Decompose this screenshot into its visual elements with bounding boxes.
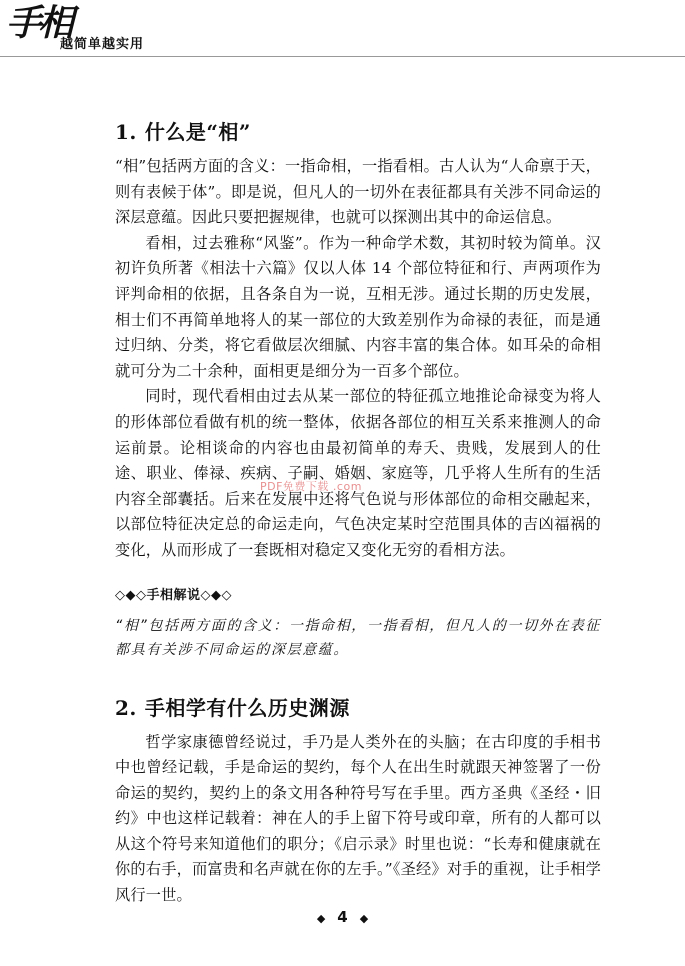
section-2-paragraph-1: 哲学家康德曾经说过，手乃是人类外在的头脑；在古印度的手相书中也曾经记载，手是命运的契约，每个人在出生时就跟天神签署了一份命运的契约，契约上的条文用各种符号写在手里。西方圣典《圣经・旧约》中也这样记载着：神在人的手上留下符号或印章，所有的人都可以从这个符号来知道他们的职分；《启示录》时里也说：“长寿和健康就在你的右手，而富贵和名声就在你的左手。”《圣经》对手的重视，让手相学风行一世。 [115,732,601,905]
callout-title: ◇◆◇手相解说◇◆◇ [115,587,232,603]
footer-left-diamond: ◆ [316,912,326,925]
book-title: 手相 [6,3,71,44]
section-2 [115,694,601,909]
watermark: PDF免费下载 .com [260,480,362,493]
section-2-title: 手相学有什么历史渊源 [144,695,350,720]
page-header [0,0,685,70]
callout-text: “相”包括两方面的含义：一指命相，一指看相，但凡人的一切外在表征都具有关涉不同命运的深层意蕴。 [115,617,601,658]
section-1 [115,118,601,564]
palm-explanation-callout [115,586,601,662]
section-1-paragraph-2: 看相，过去雅称“风鉴”。作为一种命学术数，其初时较为简单。汉初许负所著《相法十六篇》仅以人体 14 个部位特征和行、声两项作为评判命相的依据，且各条自为一说，互相无涉。通过长期的历史发展，相士们不再简单地将人的某一部位的大致差别作为命禄的表征，而是通过归纳、分类，将它看做层次细腻、内容丰富的集合体。如耳朵的命相就可分为二十余种，面相更是细分为一百多个部位。 [115,233,601,380]
header-divider [0,56,685,57]
section-1-heading [115,118,601,146]
main-content [115,118,601,909]
section-1-title: 什么是“相” [144,120,251,144]
section-1-number: 1. [115,120,137,144]
page-number: 4 [337,908,348,926]
book-subtitle: 越简单越实用 [60,37,145,52]
section-1-paragraph-1: “相”包括两方面的含义：一指命相，一指看相。古人认为“人命禀于天，则有表候于体”。即是说，但凡人的一切外在表征都具有关涉不同命运的深层意蕴。因此只要把握规律，也就可以探测出其中的命运信息。 [115,157,601,227]
page-footer [0,906,685,930]
footer-right-diamond: ◆ [359,912,369,925]
section-2-heading [115,694,601,722]
section-2-number: 2. [115,695,137,720]
section-1-paragraph-3: 同时，现代看相由过去从某一部位的特征孤立地推论命禄变为将人的形体部位看做有机的统一整体，依据各部位的相互关系来推测人的命运前景。论相谈命的内容也由最初简单的寿夭、贵贱，发展到人的仕途、职业、俸禄、疾病、子嗣、婚姻、家庭等，几乎将人生所有的生活内容全部囊括。后来在发展中还将气色说与形体部位的命相交融起来，以部位特征决定总的命运走向，气色决定某时空范围具体的吉凶福祸的变化，从而形成了一套既相对稳定又变化无穷的看相方法。 [115,387,601,559]
